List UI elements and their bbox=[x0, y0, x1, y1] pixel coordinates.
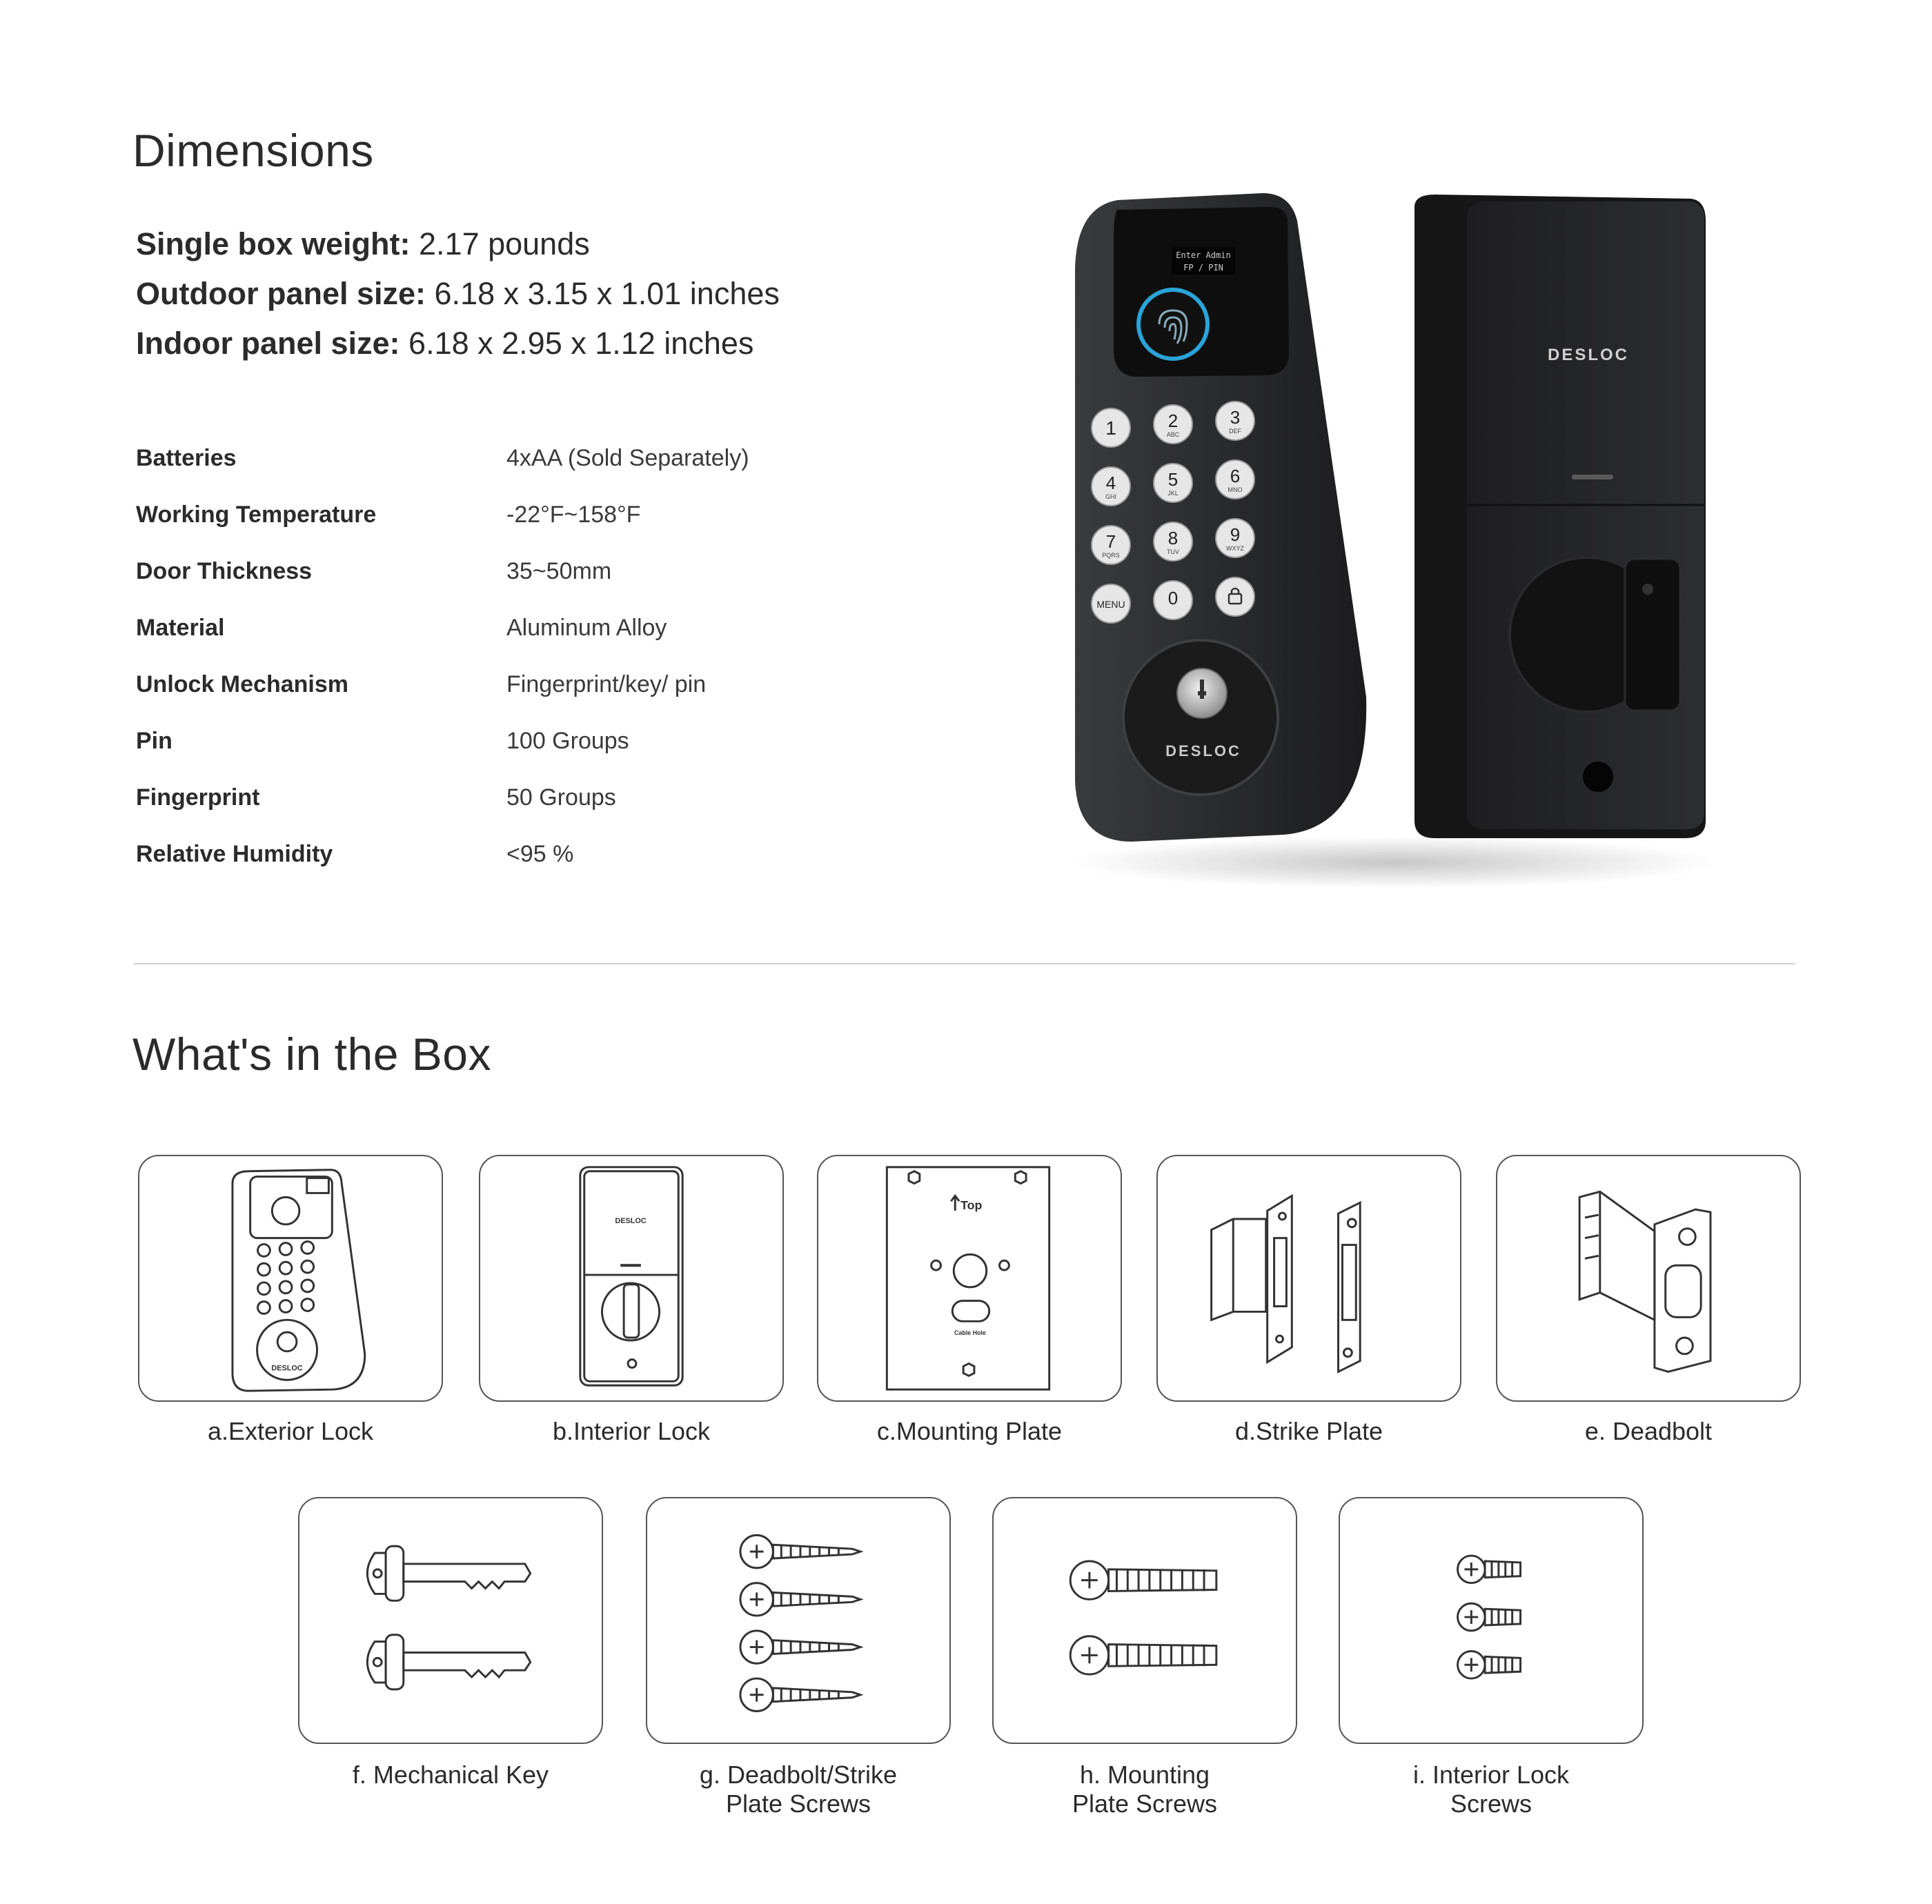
item-card-interior-lock-screws bbox=[1339, 1497, 1644, 1744]
spec-label: Material bbox=[136, 615, 225, 641]
item-card-mechanical-key bbox=[298, 1497, 603, 1744]
key-label: 5 bbox=[1167, 469, 1179, 490]
key-letters: DEF bbox=[1229, 428, 1241, 435]
spec-value: Fingerprint/key/ pin bbox=[506, 671, 707, 697]
key-letters: TUV bbox=[1167, 548, 1179, 555]
key-label: MENU bbox=[1096, 599, 1125, 610]
spec-value: 4xAA (Sold Separately) bbox=[506, 445, 749, 471]
outdoor-panel-size: Outdoor panel size: 6.18 x 3.15 x 1.01 inches bbox=[136, 276, 780, 311]
long-screws-icon bbox=[994, 1498, 1296, 1743]
interior-brand-logo: DESLOC bbox=[1547, 346, 1630, 364]
caption: b.Interior Lock bbox=[552, 1417, 711, 1445]
item-card-deadbolt-strike-screws bbox=[646, 1497, 951, 1744]
cable-hole-label: Cable Hole bbox=[954, 1329, 986, 1337]
spec-value: 50 Groups bbox=[506, 784, 616, 811]
key-label: 1 bbox=[1105, 417, 1116, 439]
caption: g. Deadbolt/Strike Plate Screws bbox=[699, 1761, 898, 1818]
deadbolt-icon bbox=[1497, 1156, 1800, 1400]
screen-text-2: FP / PIN bbox=[1183, 263, 1223, 272]
led-indicator bbox=[1572, 475, 1613, 479]
mini-brand: DESLOC bbox=[271, 1364, 303, 1373]
single-box-weight: Single box weight: 2.17 pounds bbox=[136, 226, 590, 261]
caption: f. Mechanical Key bbox=[352, 1761, 549, 1789]
screws-icon bbox=[647, 1498, 949, 1743]
key-letters: GHI bbox=[1105, 493, 1117, 500]
mini-brand: DESLOC bbox=[615, 1216, 647, 1225]
item-card-mounting-plate-screws bbox=[992, 1497, 1297, 1744]
interior-lock bbox=[1414, 195, 1706, 838]
smart-lock-illustration bbox=[1056, 186, 1732, 904]
item-card-deadbolt bbox=[1496, 1155, 1801, 1402]
exterior-lock-icon bbox=[139, 1156, 442, 1400]
indoor-panel-size: Indoor panel size: 6.18 x 2.95 x 1.12 inches bbox=[136, 326, 754, 361]
spec-label: Relative Humidity bbox=[136, 841, 333, 867]
key-icon bbox=[299, 1498, 602, 1743]
mounting-plate-icon bbox=[818, 1156, 1121, 1400]
thumb-turn bbox=[1625, 559, 1680, 711]
key-label: 8 bbox=[1167, 528, 1179, 548]
key-letters: ABC bbox=[1166, 431, 1180, 438]
strike-plate-icon bbox=[1158, 1156, 1460, 1400]
item-card-exterior-lock bbox=[138, 1155, 443, 1402]
key-label: 3 bbox=[1230, 407, 1241, 428]
spec-label: Working Temperature bbox=[136, 502, 377, 528]
spec-value: 35~50mm bbox=[506, 558, 612, 584]
key-letters: MNO bbox=[1228, 486, 1243, 493]
spec-value: Aluminum Alloy bbox=[506, 615, 667, 641]
key-label: 0 bbox=[1167, 588, 1179, 608]
key-label: 9 bbox=[1230, 524, 1241, 545]
dimensions-title: Dimensions bbox=[132, 125, 374, 176]
key-letters: WXYZ bbox=[1226, 545, 1244, 552]
spec-label: Door Thickness bbox=[136, 558, 313, 584]
shadow bbox=[1070, 836, 1718, 889]
item-card-mounting-plate bbox=[817, 1155, 1122, 1402]
exterior-lock bbox=[1075, 193, 1366, 842]
section-divider bbox=[134, 963, 1795, 964]
caption: a.Exterior Lock bbox=[207, 1417, 374, 1445]
spec-value: 100 Groups bbox=[506, 728, 629, 754]
thumb-turn-dot bbox=[1642, 584, 1653, 595]
item-card-strike-plate bbox=[1156, 1155, 1461, 1402]
spec-value: <95 % bbox=[506, 841, 574, 867]
caption: h. Mounting Plate Screws bbox=[1072, 1761, 1218, 1818]
caption: c.Mounting Plate bbox=[876, 1417, 1063, 1445]
caption: e. Deadbolt bbox=[1584, 1417, 1713, 1445]
product-image bbox=[1056, 186, 1732, 904]
reset-hole bbox=[1583, 762, 1613, 792]
box-title: What's in the Box bbox=[132, 1029, 491, 1080]
key-label: 2 bbox=[1167, 410, 1179, 431]
spec-label: Fingerprint bbox=[136, 784, 260, 811]
spec-value: -22°F~158°F bbox=[506, 502, 641, 528]
spec-label: Unlock Mechanism bbox=[136, 671, 348, 697]
item-card-interior-lock bbox=[479, 1155, 784, 1402]
key-label: 7 bbox=[1105, 531, 1116, 552]
caption: i. Interior Lock Screws bbox=[1412, 1761, 1570, 1818]
key-label: 6 bbox=[1230, 466, 1241, 486]
caption: d.Strike Plate bbox=[1234, 1417, 1383, 1445]
spec-label: Pin bbox=[136, 728, 172, 754]
spec-label: Batteries bbox=[136, 445, 237, 471]
brand-logo: DESLOC bbox=[1165, 742, 1241, 760]
key-letters: PQRS bbox=[1102, 552, 1120, 559]
key-letters: JKL bbox=[1167, 490, 1179, 497]
screen-text-1: Enter Admin bbox=[1176, 250, 1231, 260]
interior-lock-icon bbox=[480, 1156, 782, 1400]
lock-key-icon bbox=[1216, 577, 1254, 616]
top-label: Top bbox=[960, 1198, 983, 1213]
short-screws-icon bbox=[1340, 1498, 1642, 1743]
key-label: 4 bbox=[1105, 473, 1116, 493]
